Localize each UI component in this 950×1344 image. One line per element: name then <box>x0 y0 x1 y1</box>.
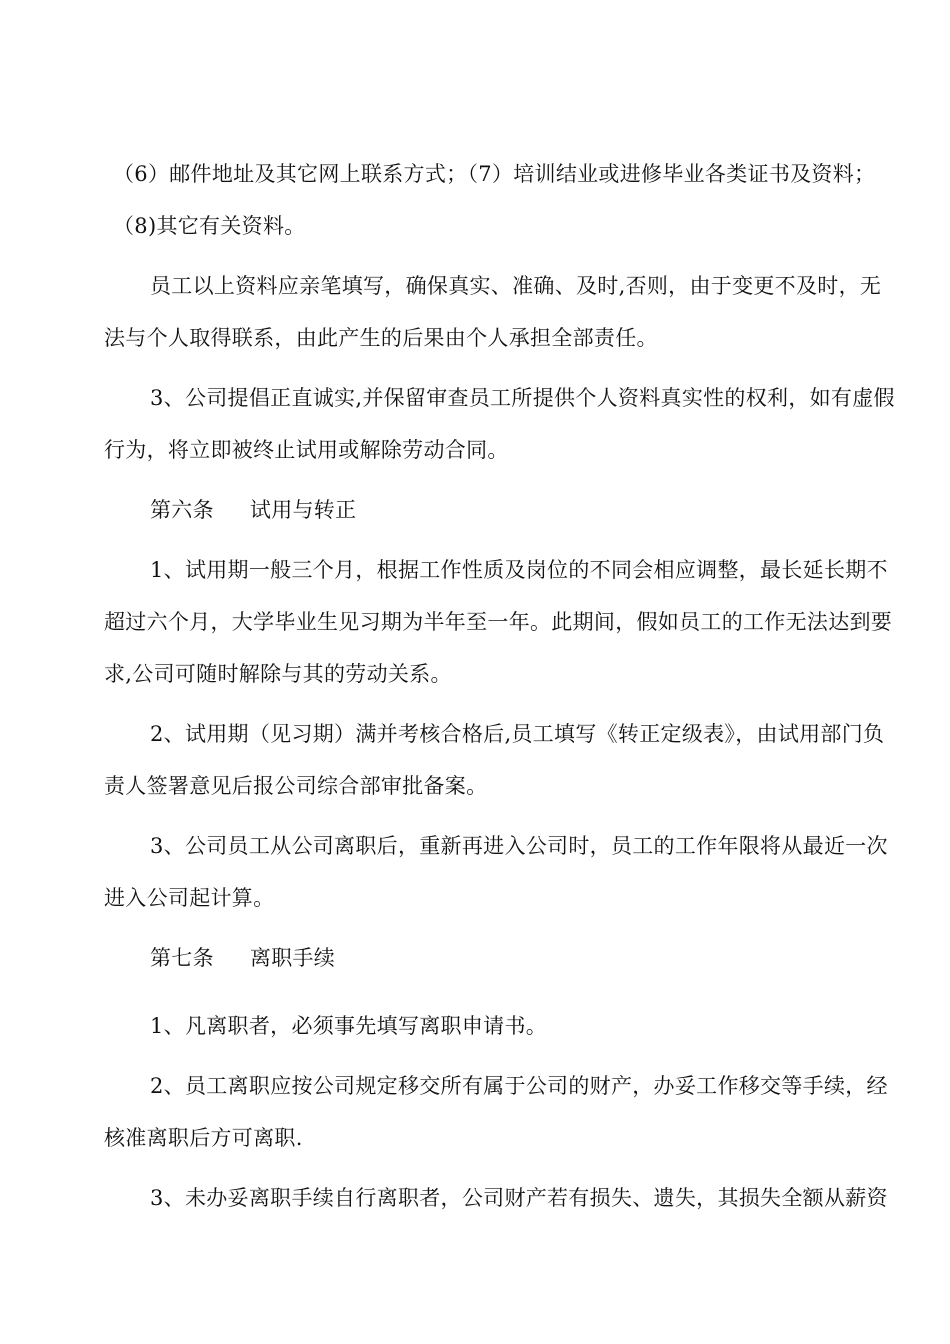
paragraph-line: （8)其它有关资料。 <box>113 214 306 238</box>
paragraph-line: 法与个人取得联系，由此产生的后果由个人承担全部责任。 <box>104 326 658 350</box>
paragraph-line: 核准离职后方可离职. <box>104 1126 303 1150</box>
article-heading <box>150 944 335 972</box>
paragraph-line: 求,公司可随时解除与其的劳动关系。 <box>104 662 452 686</box>
paragraph-line: 3、未办妥离职手续自行离职者，公司财产若有损失、遗失，其损失全额从薪资 <box>150 1186 888 1210</box>
paragraph-line: 3、公司员工从公司离职后，重新再进入公司时，员工的工作年限将从最近一次 <box>150 834 888 858</box>
paragraph-line: 1、试用期一般三个月，根据工作性质及岗位的不同会相应调整，最长延长期不 <box>150 558 888 582</box>
article-heading <box>150 496 356 524</box>
paragraph-line: 2、员工离职应按公司规定移交所有属于公司的财产，办妥工作移交等手续，经 <box>150 1074 888 1098</box>
paragraph-line: 行为，将立即被终止试用或解除劳动合同。 <box>104 438 509 462</box>
paragraph-line: 3、公司提倡正直诚实,并保留审查员工所提供个人资料真实性的权利，如有虚假 <box>150 386 895 410</box>
article-title: 试用与转正 <box>249 498 357 522</box>
paragraph-line: 超过六个月，大学毕业生见习期为半年至一年。此期间，假如员工的工作无法达到要 <box>104 610 893 634</box>
paragraph-line: 2、试用期（见习期）满并考核合格后,员工填写《转正定级表》，由试用部门负 <box>150 722 885 746</box>
article-number: 第七条 <box>150 946 214 970</box>
article-title: 离职手续 <box>249 946 336 970</box>
paragraph-line: 1、凡离职者，必须事先填写离职申请书。 <box>150 1014 548 1038</box>
article-number: 第六条 <box>150 498 214 522</box>
paragraph-line: （6）邮件地址及其它网上联系方式；（7）培训结业或进修毕业各类证书及资料； <box>113 162 876 186</box>
paragraph-line: 进入公司起计算。 <box>104 886 275 910</box>
paragraph-line: 责人签署意见后报公司综合部审批备案。 <box>104 774 488 798</box>
paragraph-line: 员工以上资料应亲笔填写，确保真实、准确、及时,否则，由于变更不及时，无 <box>150 274 882 298</box>
